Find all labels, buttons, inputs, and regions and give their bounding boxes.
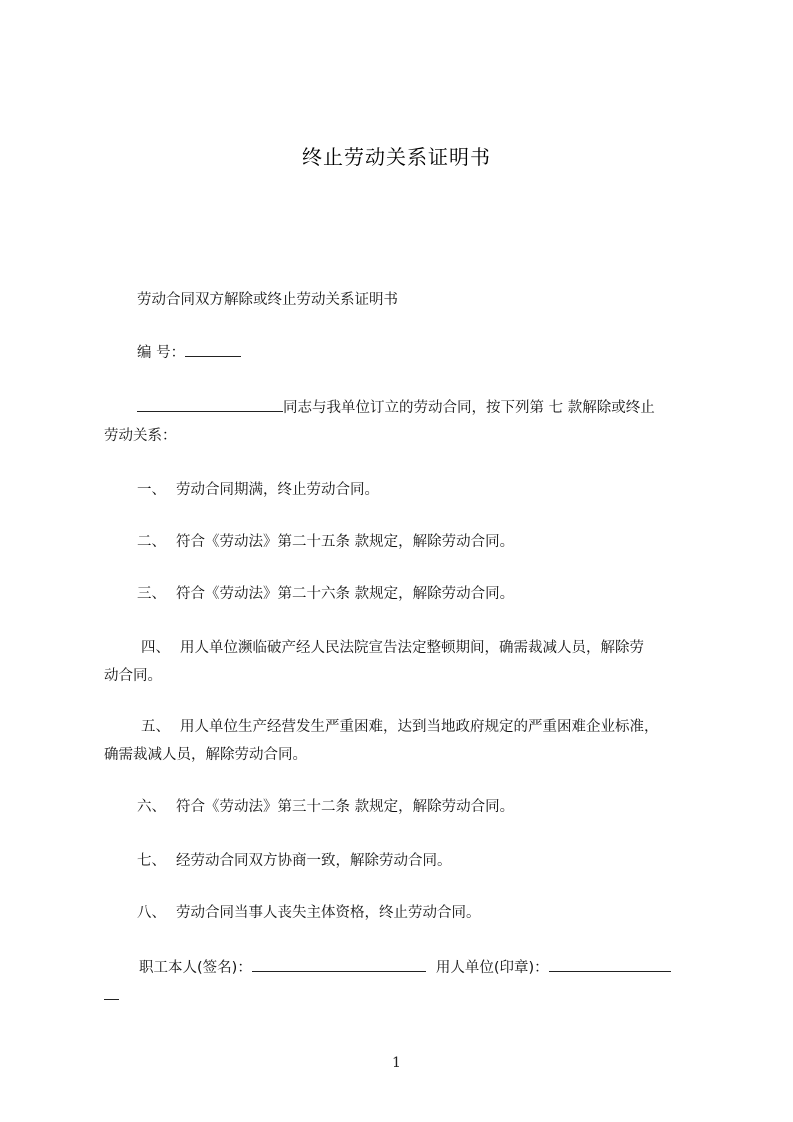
list-item bbox=[137, 796, 514, 818]
document-subtitle: 劳动合同双方解除或终止劳动关系证明书 bbox=[137, 292, 398, 308]
list-item-continuation: 确需裁减人员，解除劳动合同。 bbox=[104, 747, 307, 763]
item-number: 六、 bbox=[137, 799, 166, 815]
signature-line-continuation bbox=[104, 985, 119, 1007]
signature-line bbox=[139, 957, 671, 979]
item-number: 四、 bbox=[141, 640, 170, 656]
item-number: 七、 bbox=[137, 853, 166, 869]
intro-line-2: 劳动关系： bbox=[104, 428, 177, 444]
item-text: 经劳动合同双方协商一致，解除劳动合同。 bbox=[176, 853, 452, 869]
item-text: 符合《劳动法》第二十五条 款规定，解除劳动合同。 bbox=[176, 534, 515, 550]
item-text: 劳动合同期满，终止劳动合同。 bbox=[176, 482, 379, 498]
item-number: 一、 bbox=[137, 482, 166, 498]
employee-signature-blank bbox=[252, 957, 426, 972]
list-item-continuation: 动合同。 bbox=[104, 668, 162, 684]
item-number: 五、 bbox=[141, 719, 170, 735]
page-number: 1 bbox=[392, 1055, 401, 1071]
list-item bbox=[137, 479, 379, 501]
list-item bbox=[141, 716, 659, 738]
employee-signature-label: 职工本人(签名)： bbox=[139, 960, 252, 976]
item-text: 符合《劳动法》第三十二条 款规定，解除劳动合同。 bbox=[176, 799, 515, 815]
item-text: 劳动合同当事人丧失主体资格，终止劳动合同。 bbox=[176, 905, 481, 921]
list-item bbox=[141, 637, 644, 659]
intro-line-1 bbox=[137, 397, 655, 419]
name-blank bbox=[137, 397, 283, 412]
list-item bbox=[137, 531, 514, 553]
employer-seal-blank bbox=[549, 957, 671, 972]
item-number: 八、 bbox=[137, 905, 166, 921]
intro-text: 同志与我单位订立的劳动合同，按下列第 七 款解除或终止 bbox=[283, 400, 655, 416]
item-number: 二、 bbox=[137, 534, 166, 550]
item-text: 用人单位生产经营发生严重困难，达到当地政府规定的严重困难企业标准， bbox=[180, 719, 659, 735]
employer-seal-blank-cont bbox=[104, 985, 119, 1000]
list-item bbox=[137, 583, 514, 605]
item-text: 符合《劳动法》第二十六条 款规定，解除劳动合同。 bbox=[176, 586, 515, 602]
number-blank bbox=[185, 342, 241, 357]
document-title: 终止劳动关系证明书 bbox=[302, 145, 491, 169]
item-text: 用人单位濒临破产经人民法院宣告法定整顿期间，确需裁减人员，解除劳 bbox=[180, 640, 644, 656]
item-number: 三、 bbox=[137, 586, 166, 602]
number-field bbox=[137, 342, 241, 364]
list-item bbox=[137, 850, 452, 872]
list-item bbox=[137, 902, 481, 924]
employer-seal-label: 用人单位(印章)： bbox=[435, 960, 549, 976]
number-label: 编 号： bbox=[137, 345, 186, 361]
